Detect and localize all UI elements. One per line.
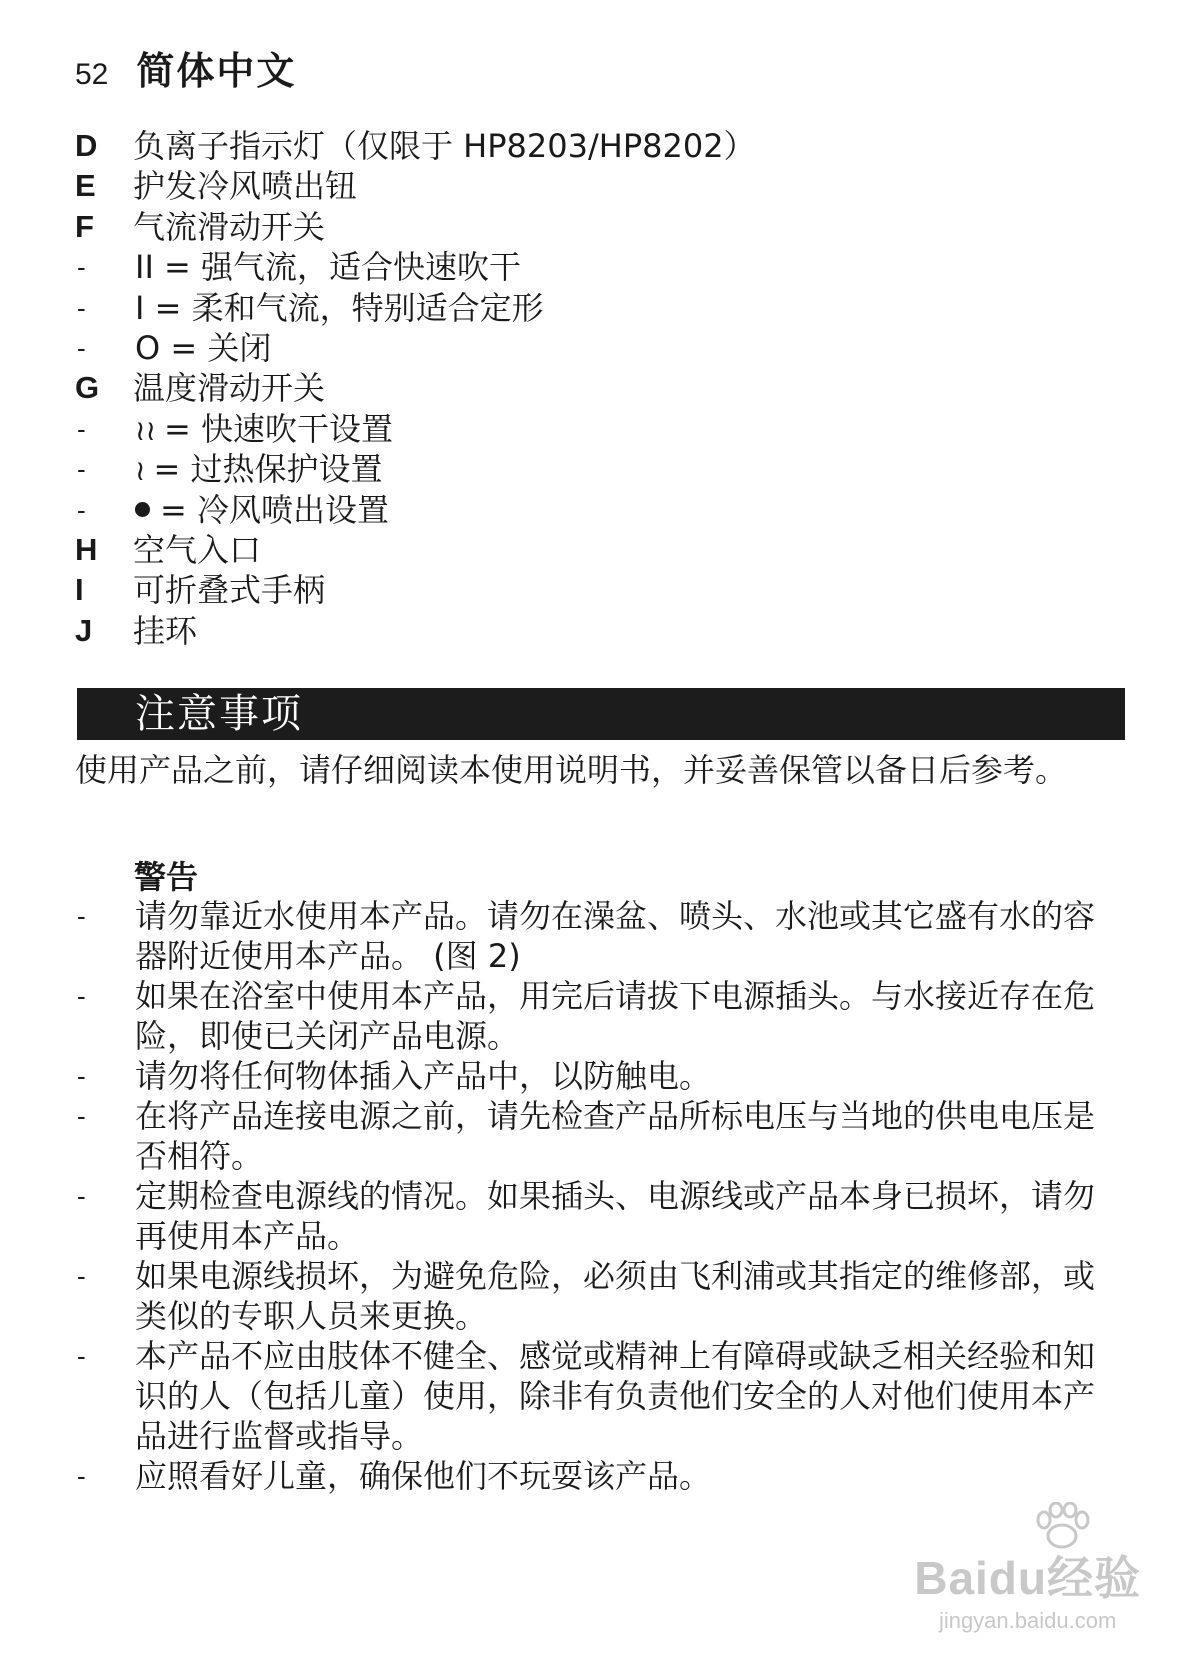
- intro-paragraph: 使用产品之前，请仔细阅读本使用说明书，并妥善保管以备日后参考。: [75, 751, 1068, 789]
- item-text-wrap: [135, 288, 544, 328]
- item-marker: -: [77, 413, 86, 444]
- warning-item: [75, 1456, 1125, 1496]
- part-item: [75, 530, 1125, 570]
- parts-list: [75, 126, 1125, 651]
- setting-item: [75, 288, 1125, 328]
- part-item: [75, 126, 1125, 166]
- warning-item: [75, 1336, 1125, 1456]
- paw-icon: [1032, 1502, 1092, 1552]
- warning-text: 请勿将任何物体插入产品中，以防触电。: [135, 1057, 712, 1095]
- part-item: [75, 368, 1125, 408]
- warning-item: [75, 896, 1125, 976]
- item-marker: -: [77, 454, 86, 485]
- bullet-dash: -: [77, 1061, 86, 1091]
- item-marker: -: [77, 332, 86, 363]
- bullet-dash: -: [77, 901, 86, 931]
- item-marker: -: [77, 494, 86, 525]
- setting-item: [75, 449, 1125, 489]
- bullet-dash: -: [77, 1101, 86, 1131]
- part-item: [75, 166, 1125, 206]
- item-marker: J: [75, 612, 93, 648]
- warning-text: 请勿靠近水使用本产品。请勿在澡盆、喷头、水池或其它盛有水的容器附近使用本产品。 (图 2): [135, 897, 1096, 975]
- item-text: II = 强气流，适合快速吹干: [135, 248, 522, 287]
- page-header: [75, 40, 296, 95]
- heat-setting-icon: ≀: [135, 454, 146, 488]
- warning-item: [75, 976, 1125, 1056]
- warning-item: [75, 1256, 1125, 1336]
- warning-text: 定期检查电源线的情况。如果插头、电源线或产品本身已损坏，请勿再使用本产品。: [135, 1177, 1096, 1255]
- item-text: 空气入口: [133, 530, 262, 569]
- warning-text: 应照看好儿童，确保他们不玩耍该产品。: [135, 1457, 712, 1495]
- item-marker: -: [77, 292, 86, 323]
- cool-dot-icon: [135, 502, 150, 517]
- setting-item: [75, 247, 1125, 287]
- watermark-logo: Baidu经验: [914, 1552, 1141, 1604]
- item-text-wrap: [135, 449, 383, 491]
- item-text-wrap: [133, 611, 197, 651]
- heat-setting-icon: ≀≀: [135, 413, 156, 447]
- section-title: 注意事项: [135, 691, 303, 737]
- item-text: 温度滑动开关: [133, 369, 326, 408]
- item-text: 气流滑动开关: [133, 207, 326, 246]
- warning-text: 如果电源线损坏，为避免危险，必须由飞利浦或其指定的维修部，或类似的专职人员来更换。: [135, 1257, 1096, 1335]
- item-text: 负离子指示灯（仅限于 HP8203/HP8202）: [133, 127, 756, 165]
- item-text: O = 关闭: [135, 328, 272, 367]
- language-title: 简体中文: [136, 49, 297, 93]
- watermark-url: jingyan.baidu.com: [938, 1608, 1117, 1633]
- item-text: I = 柔和气流，特别适合定形: [135, 288, 544, 327]
- setting-item: [75, 409, 1125, 449]
- baidu-watermark: [914, 1542, 1141, 1634]
- item-marker: -: [77, 252, 86, 283]
- item-text-wrap: [135, 247, 521, 287]
- warning-text: 本产品不应由肢体不健全、感觉或精神上有障碍或缺乏相关经验和知识的人（包括儿童）使用，除非有负责他们安全的人对他们使用本产品进行监督或指导。: [135, 1337, 1096, 1455]
- item-marker: E: [75, 168, 96, 204]
- item-text: 可折叠式手柄: [133, 571, 326, 610]
- part-item: [75, 570, 1125, 610]
- item-marker: D: [75, 128, 98, 163]
- item-text-wrap: [133, 207, 325, 247]
- item-text-wrap: [133, 570, 325, 610]
- item-text-wrap: [133, 368, 325, 408]
- item-marker: I: [75, 572, 84, 608]
- bullet-dash: -: [77, 1181, 86, 1211]
- bullet-dash: -: [77, 1261, 86, 1291]
- item-text: 护发冷风喷出钮: [133, 167, 358, 206]
- item-marker: F: [75, 208, 94, 244]
- item-text-wrap: [133, 530, 261, 570]
- warning-title: 警告: [134, 858, 199, 896]
- item-text: = 快速吹干设置: [164, 409, 393, 448]
- warning-item: [75, 1176, 1125, 1256]
- item-marker: H: [75, 531, 98, 567]
- item-text: = 过热保护设置: [153, 450, 383, 489]
- item-text: = 冷风喷出设置: [160, 490, 389, 529]
- warnings-list: [75, 896, 1125, 1496]
- warning-text: 如果在浴室中使用本产品，用完后请拔下电源插头。与水接近存在危险，即使已关闭产品电源。: [135, 977, 1096, 1055]
- warning-text: 在将产品连接电源之前，请先检查产品所标电压与当地的供电电压是否相符。: [135, 1097, 1096, 1175]
- warning-item: [75, 1096, 1125, 1176]
- item-marker: G: [75, 370, 100, 406]
- bullet-dash: -: [77, 1341, 86, 1371]
- item-text-wrap: [133, 166, 357, 206]
- warning-item: [75, 1056, 1125, 1096]
- item-text: 挂环: [133, 611, 198, 650]
- item-text-wrap: [135, 328, 271, 368]
- item-text-wrap: [135, 490, 389, 530]
- setting-item: [75, 490, 1125, 530]
- item-text-wrap: [133, 126, 756, 166]
- part-item: [75, 207, 1125, 247]
- section-heading-bar: [77, 688, 1125, 740]
- bullet-dash: -: [77, 981, 86, 1011]
- page-number: 52: [75, 58, 109, 91]
- part-item: [75, 611, 1125, 651]
- item-text-wrap: [135, 409, 393, 451]
- setting-item: [75, 328, 1125, 368]
- bullet-dash: -: [77, 1461, 86, 1491]
